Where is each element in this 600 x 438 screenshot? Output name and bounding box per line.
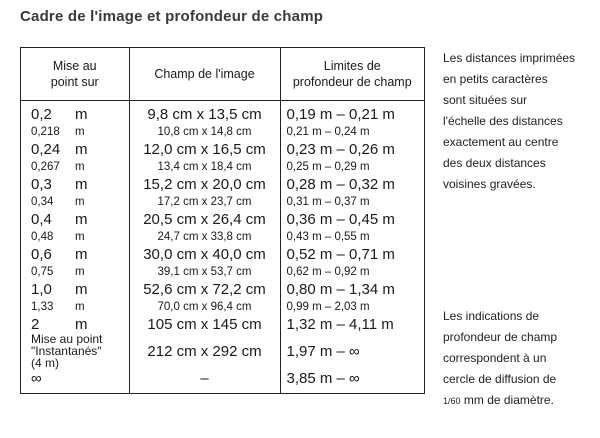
champ-value: 70,0 cm x 96,4 cm	[157, 300, 252, 313]
limites-instantanes: 1,97 m – ∞	[286, 342, 360, 360]
page-title: Cadre de l'image et profondeur de champ	[20, 8, 324, 25]
limites-value: 0,25 m – 0,29 m	[286, 160, 370, 173]
champ-value: 13,4 cm x 18,4 cm	[157, 160, 252, 173]
note-line: exactement au centre	[443, 135, 559, 149]
mise-number: 1,0	[31, 280, 52, 298]
champ-value: 24,7 cm x 33,8 cm	[157, 230, 252, 243]
note-line: sont situées sur	[443, 93, 528, 107]
mise-value	[21, 140, 129, 158]
limites-column	[280, 101, 425, 394]
champ-column	[129, 101, 280, 394]
header-line: Mise au	[52, 59, 97, 73]
header-limites	[280, 48, 425, 101]
note-line: Les distances imprimées	[443, 51, 576, 65]
mise-value	[21, 228, 129, 245]
header-champ: Champ de l'image	[129, 48, 280, 101]
champ-value: 15,2 cm x 20,0 cm	[143, 175, 266, 193]
note-line: en petits caractères	[443, 72, 548, 86]
champ-value: 17,2 cm x 23,7 cm	[157, 195, 252, 208]
mise-value	[21, 158, 129, 175]
note-line: l'échelle des distances	[443, 114, 563, 128]
note-tail: mm de diamètre.	[463, 393, 554, 407]
note-line: cercle de diffusion de	[443, 372, 557, 386]
mise-unit: m	[75, 125, 85, 138]
limites-value: 0,31 m – 0,37 m	[286, 195, 370, 208]
mise-unit: m	[75, 315, 88, 333]
mise-unit: m	[75, 300, 85, 313]
champ-value: 20,5 cm x 26,4 cm	[143, 210, 266, 228]
note-depth-indications	[443, 306, 595, 412]
note-printed-distances	[443, 48, 595, 195]
mise-unit: m	[75, 195, 85, 208]
mise-unit: m	[75, 105, 88, 123]
depth-of-field-table	[20, 47, 425, 394]
champ-value: 30,0 cm x 40,0 cm	[143, 245, 266, 263]
champ-value: 10,8 cm x 14,8 cm	[157, 125, 252, 138]
champ-infinity: –	[200, 369, 209, 387]
mise-unit: m	[75, 230, 85, 243]
mise-value	[21, 315, 129, 333]
mise-value	[21, 245, 129, 263]
limites-value: 0,99 m – 2,03 m	[286, 300, 370, 313]
mise-number: 0,48	[31, 230, 54, 243]
mise-number: 1,33	[31, 300, 54, 313]
mise-value	[21, 105, 129, 123]
header-mise-au-point	[21, 48, 130, 101]
header-line: Limites de	[323, 59, 381, 73]
limites-value: 1,32 m – 4,11 m	[286, 315, 394, 333]
limites-value: 0,43 m – 0,55 m	[286, 230, 370, 243]
mise-number: 0,2	[31, 105, 52, 123]
note-line: Les indications de	[443, 309, 540, 323]
limites-value: 0,36 m – 0,45 m	[286, 210, 395, 228]
champ-value: 12,0 cm x 16,5 cm	[143, 140, 266, 158]
mise-number: 0,34	[31, 195, 54, 208]
limites-value: 0,28 m – 0,32 m	[286, 175, 395, 193]
mise-number: 0,267	[31, 160, 60, 173]
mise-number: 0,24	[31, 140, 61, 158]
mise-unit: m	[75, 210, 88, 228]
champ-value: 9,8 cm x 13,5 cm	[147, 105, 262, 123]
mise-unit: m	[75, 245, 88, 263]
mise-number: 0,218	[31, 125, 60, 138]
mise-number: 2	[31, 315, 40, 333]
mise-value	[21, 193, 129, 210]
limites-value: 0,21 m – 0,24 m	[286, 125, 370, 138]
mise-value	[21, 210, 129, 228]
mise-value	[21, 123, 129, 140]
limites-value: 0,62 m – 0,92 m	[286, 265, 370, 278]
champ-instantanes: 212 cm x 292 cm	[147, 342, 262, 360]
note-line: voisines gravées.	[443, 177, 536, 191]
limites-infinity: 3,85 m – ∞	[286, 369, 360, 387]
mise-unit: m	[75, 265, 85, 278]
mise-unit: m	[75, 280, 88, 298]
champ-value: 52,6 cm x 72,2 cm	[143, 280, 266, 298]
note-line: des deux distances	[443, 156, 546, 170]
mise-instantanes	[21, 333, 129, 369]
header-line: point sur	[50, 75, 99, 89]
mise-number: 0,3	[31, 175, 52, 193]
mise-unit: m	[75, 140, 88, 158]
mise-unit: m	[75, 175, 88, 193]
note-line	[443, 390, 595, 412]
note-line: correspondent à un	[443, 351, 547, 365]
champ-value: 105 cm x 145 cm	[147, 315, 262, 333]
header-line: profondeur de champ	[292, 75, 412, 89]
mise-number: 0,75	[31, 265, 54, 278]
limites-value: 0,52 m – 0,71 m	[286, 245, 395, 263]
mise-value	[21, 175, 129, 193]
mise-number: 0,4	[31, 210, 52, 228]
table-body-row	[21, 101, 425, 394]
mise-unit: m	[75, 160, 85, 173]
fraction: 1/60	[443, 396, 461, 406]
mise-column	[21, 101, 130, 394]
mise-infinity: ∞	[31, 369, 42, 387]
limites-value: 0,80 m – 1,34 m	[286, 280, 395, 298]
table-header-row	[21, 48, 425, 101]
mise-number: 0,6	[31, 245, 52, 263]
limites-value: 0,19 m – 0,21 m	[286, 105, 395, 123]
mise-value	[21, 263, 129, 280]
mise-instantanes-line: Mise au point	[31, 332, 103, 346]
mise-instantanes-line: "Instantanés"	[31, 344, 102, 358]
champ-value: 39,1 cm x 53,7 cm	[157, 265, 252, 278]
mise-value	[21, 280, 129, 298]
limites-value: 0,23 m – 0,26 m	[286, 140, 395, 158]
mise-value	[21, 298, 129, 315]
note-line: profondeur de champ	[443, 330, 558, 344]
mise-instantanes-line: (4 m)	[31, 356, 59, 370]
